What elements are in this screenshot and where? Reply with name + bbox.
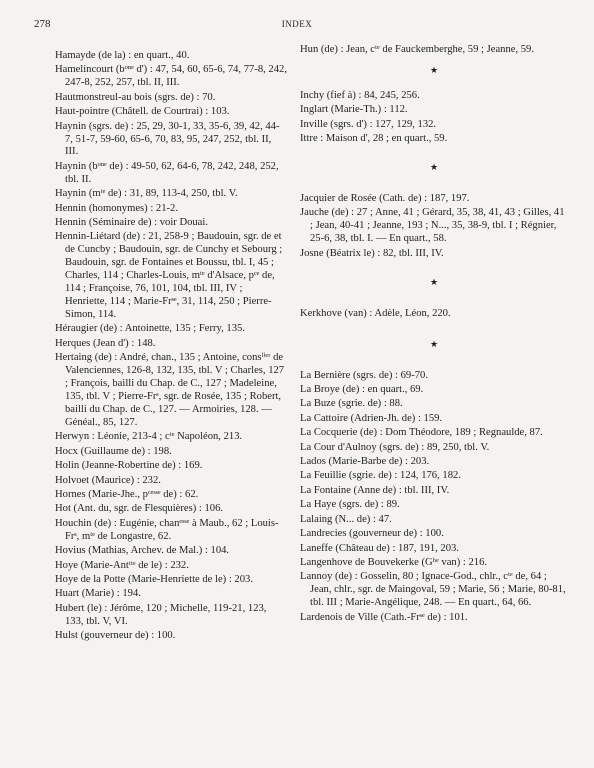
index-column-right [300, 44, 568, 626]
section-separator-star: ★ [429, 162, 439, 173]
index-entry: Huart (Marie) : 194. [55, 588, 141, 600]
index-entry: Hulst (gouverneur de) : 100. [55, 630, 176, 642]
index-entry: Hertaing (de) : André, chan., 135 ; Antoine, consˡⁱᵉʳ de Valenciennes, 126-8, 132, 135, tbl. V ; Charles, 127 ; François, bailli du Chap. de C., 127 ; Madeleine, 135, tbl. V ; Pierre-Frˢ, sgr. de Rosée, 135 ; Robert, bailli du Chap. de C., 127. — Armoiries, 128. — Généal., 85, 127. [55, 352, 285, 428]
section-separator-star: ★ [429, 338, 439, 349]
index-entry: Hennin (Séminaire de) : voir Douai. [55, 217, 208, 229]
index-entry: Jauche (de) : 27 ; Anne, 41 ; Gérard, 35, 38, 41, 43 ; Gilles, 41 ; Jean, 40-41 ; Jeanne, 193 ; N..., 35, 38-9, tbl. I ; Régnier, 25-6, 38, tbl. I. — En quart., 58. [300, 207, 565, 245]
index-entry: Hautmonstreul-au bois (sgrs. de) : 70. [55, 91, 216, 103]
index-entry: La Fontaine (Anne de) : tbl. III, IV. [300, 484, 450, 496]
running-head: INDEX [281, 19, 313, 29]
index-entry: Lardenois de Ville (Cath.-Frˢᵉ de) : 101. [300, 611, 468, 623]
index-entry: Josne (Béatrix le) : 82, tbl. III, IV. [300, 247, 444, 259]
index-entry: Houchin (de) : Eugénie, chanᵉˢˢᵉ à Maub., 62 ; Louis-Frˢ, mᵗᵉ de Longastre, 62. [55, 517, 279, 542]
index-entry: Hoye (Marie-Antᵗᵗᵉ de le) : 232. [55, 559, 189, 571]
index-entry: Herques (Jean d') : 148. [55, 337, 156, 349]
index-entry: La Haye (sgrs. de) : 89. [300, 499, 400, 511]
index-entry: Haynin (mᵗᵉ de) : 31, 89, 113-4, 250, tbl. V. [55, 188, 238, 200]
index-entry: Hot (Ant. du, sgr. de Flesquières) : 106. [55, 503, 224, 515]
index-entry: Hocx (Guillaume de) : 198. [55, 445, 172, 457]
index-entry: La Cour d'Aulnoy (sgrs. de) : 89, 250, tbl. V. [300, 441, 490, 453]
index-entry: Inchy (fief à) : 84, 245, 256. [300, 89, 420, 101]
page-number: 278 [34, 18, 51, 30]
index-entry: Holin (Jeanne-Robertine de) : 169. [55, 460, 203, 472]
index-entry: Kerkhove (van) : Adèle, Léon, 220. [300, 307, 451, 319]
index-entry: La Bernière (sgrs. de) : 69-70. [300, 369, 428, 381]
index-entry: La Cocquerie (de) : Dom Théodore, 189 ; Regnaulde, 87. [300, 427, 543, 439]
index-entry: Hoye de la Potte (Marie-Henriette de le) : 203. [55, 574, 253, 586]
index-entry: Holvoet (Maurice) : 232. [55, 474, 161, 486]
index-entry: La Broye (de) : en quart., 69. [300, 383, 424, 395]
index-entry: Haynin (sgrs. de) : 25, 29, 30-1, 33, 35-6, 39, 42, 44-7, 51-7, 59-60, 65-6, 70, 83, 95, 247, 252, tbl. II, III. [55, 120, 280, 158]
index-entry: Laneffe (Château de) : 187, 191, 203. [300, 542, 459, 554]
index-entry: Lados (Marie-Barbe de) : 203. [300, 456, 430, 468]
index-entry: Lannoy (de) : Gosselin, 80 ; Ignace-God., chlr., cᵗᵉ de, 64 ; Jean, chlr., sgr. de Maingoval, 59 ; Marie, 56 ; Marie, 80-81, tbl. III ; Marie-Angélique, 248. — En quart., 64, 66. [300, 571, 566, 609]
index-entry: Hennin-Liétard (de) : 21, 258-9 ; Baudouin, sgr. de et de Cuncby ; Baudouin, sgr. de Cunchy et Sebourg ; Baudouin, sgr. de Fontaines et Boussu, tbl. I, 45 ; Charles, 114 ; Charles-Louis, mᵗᵉ d'Alsace, pᶜᵉ de, 114 ; Françoise, 76, 101, 104, tbl. III, IV ; Henriette, 114 ; Marie-Frˢᵉ, 31, 114, 250 ; Pierre-Simon, 114. [55, 231, 283, 321]
index-entry: Landrecies (gouverneur de) : 100. [300, 528, 444, 540]
index-entry: Haynin (bᵒⁿᵉ de) : 49-50, 62, 64-6, 78, 242, 248, 252, tbl. II. [55, 160, 279, 185]
index-entry: Hennin (homonymes) : 21-2. [55, 202, 178, 214]
index-entry: Hamelincourt (bᵒⁿᵉ d') : 47, 54, 60, 65-6, 74, 77-8, 242, 247-8, 252, 257, tbl. II, III. [55, 64, 287, 89]
index-entry: Ittre : Maison d', 28 ; en quart., 59. [300, 133, 448, 145]
index-entry: Hamayde (de la) : en quart., 40. [55, 50, 190, 61]
index-entry: Haut-pointre (Châtell. de Courtrai) : 103. [55, 106, 230, 118]
index-entry: Inville (sgrs. d') : 127, 129, 132. [300, 118, 437, 130]
index-entry: La Cattoire (Adrien-Jh. de) : 159. [300, 412, 443, 424]
index-entry: Inglart (Marie-Th.) : 112. [300, 104, 408, 116]
index-entry: Hovius (Mathias, Archev. de Mal.) : 104. [55, 545, 230, 557]
index-entry: Hun (de) : Jean, cᵗᵉ de Fauckemberghe, 59 ; Jeanne, 59. [300, 44, 535, 55]
section-separator-star: ★ [429, 64, 439, 75]
index-entry: Hornes (Marie-Jhe., pᶜᵉˢˢᵉ de) : 62. [55, 489, 199, 500]
index-entry: Héraugier (de) : Antoinette, 135 ; Ferry, 135. [55, 323, 245, 335]
index-entry: Herwyn : Léonie, 213-4 ; cᵗᵉ Napoléon, 213. [55, 431, 243, 443]
index-entry: Jacquier de Rosée (Cath. de) : 187, 197. [300, 193, 470, 205]
index-column-left [55, 50, 287, 645]
index-entry: La Buze (sgrie. de) : 88. [300, 398, 403, 410]
index-entry: La Feuillie (sgrie. de) : 124, 176, 182. [300, 470, 461, 482]
index-entry: Lalaing (N... de) : 47. [300, 513, 392, 525]
index-entry: Langenhove de Bouvekerke (Gʰᵉ van) : 216. [300, 557, 488, 568]
index-entry: Hubert (le) : Jérôme, 120 ; Michelle, 119-21, 123, 133, tbl. V, VI. [55, 602, 267, 627]
section-separator-star: ★ [429, 276, 439, 287]
